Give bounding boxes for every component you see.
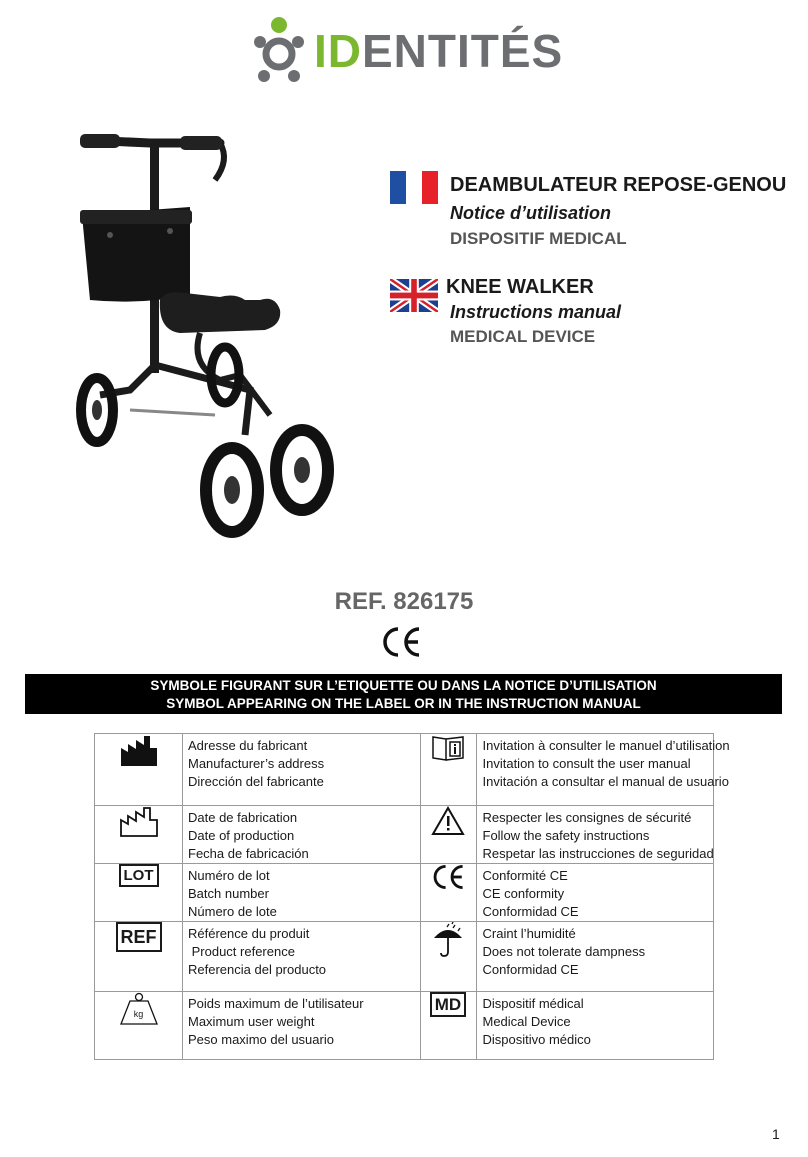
medical-device-icon: MD [430,992,466,1017]
symbols-banner [25,674,782,714]
symbol-cell [95,734,183,806]
symbol-description: Invitation à consulter le manuel d’utilisation Invitation to consult the user manual Invitación a consultar el manual de usuario [476,734,714,806]
symbol-cell [420,864,476,922]
symbol-description: Poids maximum de l’utilisateur Maximum user weight Peso maximo del usuario [183,992,421,1060]
brand-logo [252,16,564,86]
lot-icon: LOT [119,864,159,887]
weight-kg-icon: kg [117,992,161,1026]
uk-flag-icon [390,279,438,312]
manufacturer-icon [119,734,159,768]
symbol-description: Respecter les consignes de sécurité Follow the safety instructions Respetar las instrucciones de seguridad [476,806,714,864]
banner-line-en: SYMBOL APPEARING ON THE LABEL OR IN THE INSTRUCTION MANUAL [166,696,641,711]
symbol-description: Conformité CE CE conformity Conformidad CE [476,864,714,922]
production-date-icon [119,806,159,838]
symbol-description: Craint l’humidité Does not tolerate dampness Conformidad CE [476,922,714,992]
symbol-cell [95,922,183,992]
symbol-cell [420,922,476,992]
table-row [95,734,714,806]
logo-person-icon [252,16,306,86]
symbol-description: Date de fabrication Date of production Fecha de fabricación [183,806,421,864]
french-subtitle: Notice d’utilisation [450,203,612,223]
table-row [95,922,714,992]
product-reference: REF. 826175 [334,588,474,615]
manual-info-icon [431,734,465,762]
english-subtitle: Instructions manual [450,302,622,322]
banner-line-fr: SYMBOLE FIGURANT SUR L’ETIQUETTE OU DANS LA NOTICE D’UTILISATION [150,678,657,693]
symbol-cell [95,864,183,922]
symbols-table [94,733,730,1060]
symbol-description: Adresse du fabricant Manufacturer’s address Dirección del fabricante [183,734,421,806]
symbol-cell [95,992,183,1060]
page-number: 1 [772,1126,780,1142]
symbol-description: Numéro de lot Batch number Número de lote [183,864,421,922]
symbol-description: Dispositif médical Medical Device Dispositivo médico [476,992,714,1060]
symbol-cell [420,734,476,806]
french-flag-icon [390,171,438,204]
knee-walker-illustration [70,125,360,545]
symbol-cell [420,992,476,1060]
ce-mark-icon [431,864,465,890]
symbol-cell [95,806,183,864]
table-row [95,992,714,1060]
warning-triangle-icon [431,806,465,836]
table-row [95,806,714,864]
french-category: DISPOSITIF MEDICAL [450,229,627,248]
umbrella-rain-icon [431,922,465,958]
logo-wordmark: IDENTITÉS [314,25,564,77]
english-title: KNEE WALKER [446,276,594,298]
ref-icon: REF [116,922,162,952]
table-row [95,864,714,922]
ce-mark-icon [380,626,422,658]
french-title: DEAMBULATEUR REPOSE-GENOU [450,174,787,196]
english-category: MEDICAL DEVICE [450,327,596,346]
symbol-description: Référence du produit Product reference Referencia del producto [183,922,421,992]
symbol-cell [420,806,476,864]
